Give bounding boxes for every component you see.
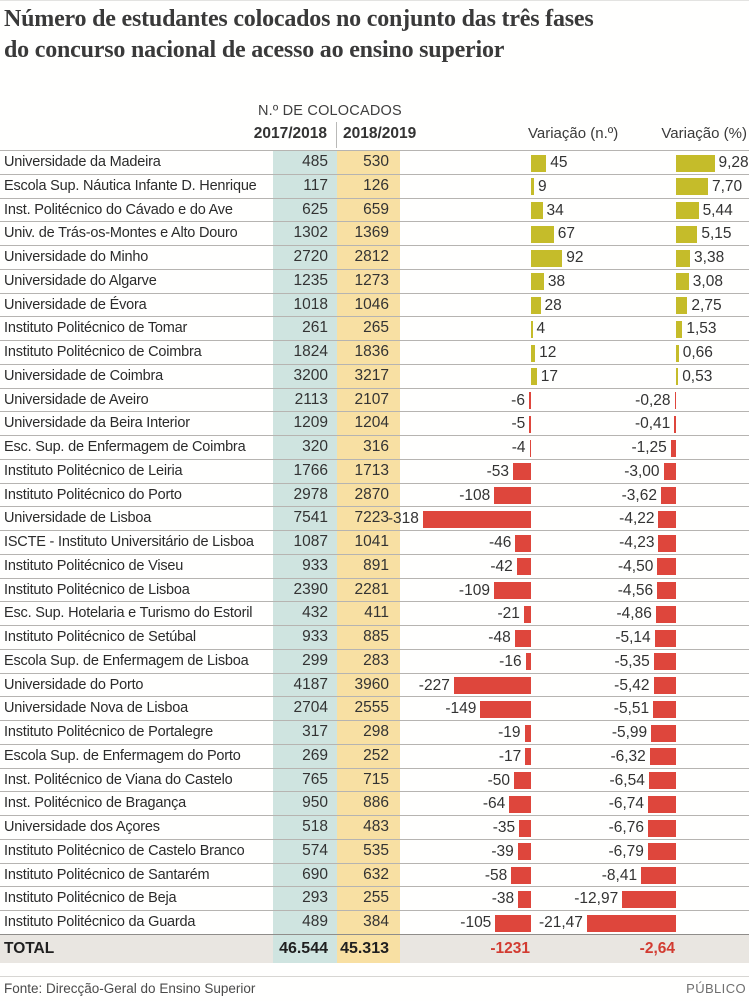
- variation-value-label: 34: [546, 201, 564, 219]
- column-header-2017-2018: 2017/2018: [253, 125, 327, 142]
- variation-value-label: 9,28: [718, 154, 749, 171]
- value-2017-2018: 1235: [293, 271, 328, 289]
- institution-name: Inst. Politécnico do Cávado e do Ave: [4, 201, 233, 218]
- value-2018-2019: 298: [363, 723, 389, 740]
- variation-value-label: 5,44: [702, 201, 733, 219]
- value-2018-2019: 659: [363, 200, 389, 218]
- variation-bar-negative: [675, 392, 677, 409]
- variation-bar-positive: [531, 273, 544, 290]
- value-2018-2019: 715: [363, 770, 389, 788]
- variation-value-label: -21,47: [538, 914, 583, 931]
- total-variation-n: -1231: [490, 939, 530, 957]
- variation-value-label: -39: [491, 842, 514, 860]
- table-row: [0, 506, 749, 530]
- variation-value-label: -38: [491, 890, 515, 908]
- variation-bar-negative: [658, 535, 676, 552]
- table-row: [0, 388, 749, 412]
- value-2018-2019: 126: [363, 176, 389, 194]
- value-2017-2018: 518: [302, 818, 328, 835]
- variation-bar-negative: [587, 915, 676, 932]
- variation-bar-negative: [518, 843, 531, 860]
- value-2017-2018: 765: [302, 770, 328, 788]
- variation-bar-negative: [518, 891, 531, 908]
- variation-value-label: 3,38: [694, 249, 725, 266]
- variation-bar-negative: [658, 511, 676, 528]
- value-2018-2019: 1204: [354, 414, 389, 432]
- variation-value-label: -8,41: [601, 866, 638, 884]
- institution-name: Instituto Politécnico de Lisboa: [4, 581, 190, 598]
- value-2017-2018: 2390: [293, 580, 328, 598]
- value-2018-2019: 2281: [354, 580, 389, 598]
- variation-bar-negative: [622, 891, 676, 908]
- variation-value-label: -64: [482, 795, 506, 813]
- variation-bar-positive: [531, 297, 541, 314]
- variation-value-label: -0,28: [635, 391, 671, 409]
- variation-value-label: -6,32: [610, 747, 646, 765]
- institution-name: Escola Sup. Náutica Infante D. Henrique: [4, 177, 257, 194]
- value-2017-2018: 293: [302, 889, 328, 907]
- value-2017-2018: 1209: [293, 414, 328, 432]
- variation-value-label: -5,42: [614, 676, 650, 694]
- variation-bar-negative: [648, 820, 676, 837]
- institution-name: Inst. Politécnico de Viana do Castelo: [4, 771, 233, 788]
- institution-name: Universidade de Coimbra: [4, 367, 164, 384]
- variation-bar-positive: [531, 368, 537, 385]
- variation-value-label: 5,15: [701, 225, 732, 243]
- value-2018-2019: 1713: [354, 461, 389, 479]
- value-2018-2019: 252: [363, 746, 389, 764]
- value-2017-2018: 261: [302, 319, 328, 337]
- variation-bar-positive: [676, 250, 690, 267]
- institution-name: Universidade do Algarve: [4, 272, 157, 289]
- table-row: [0, 459, 749, 483]
- variation-bar-negative: [530, 440, 532, 457]
- table-row: [0, 293, 749, 317]
- table-row: [0, 768, 749, 792]
- table-row: [0, 245, 749, 269]
- table-row: [0, 174, 749, 198]
- institution-name: Instituto Politécnico de Leiria: [4, 462, 183, 479]
- variation-bar-negative: [454, 677, 531, 694]
- variation-value-label: 45: [550, 154, 568, 171]
- variation-value-label: -19: [498, 724, 521, 741]
- variation-bar-negative: [509, 796, 531, 813]
- variation-value-label: -4,56: [617, 581, 654, 599]
- value-2017-2018: 625: [302, 200, 328, 218]
- value-2017-2018: 317: [302, 723, 328, 740]
- variation-value-label: -108: [459, 486, 491, 504]
- table-row: [0, 673, 749, 697]
- value-2018-2019: 411: [364, 604, 389, 622]
- variation-value-label: 2,75: [691, 296, 722, 314]
- value-2018-2019: 3960: [354, 675, 389, 693]
- variation-bar-positive: [531, 226, 554, 243]
- variation-value-label: -48: [488, 629, 511, 646]
- variation-bar-negative: [641, 867, 676, 884]
- table-row: [0, 839, 749, 863]
- variation-bar-negative: [513, 463, 531, 480]
- source-note: Fonte: Direcção-Geral do Ensino Superior: [4, 981, 256, 996]
- variation-value-label: -4,86: [616, 605, 652, 623]
- variation-value-label: -1,25: [631, 439, 667, 456]
- table-row: [0, 910, 749, 934]
- institution-name: Instituto Politécnico de Viseu: [4, 557, 184, 574]
- value-2018-2019: 2870: [354, 485, 389, 503]
- publisher-logo: PÚBLICO: [686, 981, 746, 996]
- institution-name: Univ. de Trás-os-Montes e Alto Douro: [4, 225, 238, 242]
- variation-bar-negative: [656, 606, 676, 623]
- institution-name: Universidade de Évora: [4, 296, 147, 313]
- variation-value-label: -4,23: [619, 534, 655, 551]
- institution-name: Instituto Politécnico da Guarda: [4, 914, 196, 930]
- value-2018-2019: 283: [363, 651, 389, 669]
- table-row: [0, 150, 749, 174]
- variation-bar-negative: [525, 725, 531, 742]
- table-row: [0, 221, 749, 245]
- variation-value-label: -3,00: [624, 462, 660, 480]
- table-row: [0, 625, 749, 649]
- variation-bar-negative: [650, 748, 676, 765]
- variation-bar-positive: [676, 345, 679, 362]
- value-2018-2019: 530: [363, 153, 389, 170]
- value-2017-2018: 933: [302, 556, 328, 574]
- variation-bar-positive: [676, 202, 699, 219]
- variation-bar-negative: [661, 487, 676, 504]
- variation-value-label: -227: [418, 676, 450, 694]
- variation-bar-negative: [515, 535, 531, 552]
- variation-bar-positive: [531, 202, 543, 219]
- value-2017-2018: 574: [302, 841, 328, 859]
- variation-value-label: 0,66: [682, 344, 713, 361]
- variation-bar-negative: [671, 440, 676, 457]
- institution-name: Instituto Politécnico de Beja: [4, 890, 177, 907]
- variation-bar-negative: [515, 630, 531, 647]
- table-row: [0, 435, 749, 459]
- variation-value-label: -6,74: [608, 795, 645, 813]
- value-2018-2019: 1836: [354, 343, 389, 360]
- variation-bar-negative: [524, 606, 531, 623]
- variation-bar-negative: [648, 843, 676, 860]
- variation-bar-positive: [676, 321, 682, 338]
- value-2017-2018: 489: [302, 913, 328, 930]
- total-label: TOTAL: [4, 939, 55, 957]
- total-value-2018-2019: 45.313: [340, 939, 389, 957]
- variation-value-label: -149: [445, 700, 477, 718]
- variation-bar-negative: [648, 796, 676, 813]
- variation-value-label: -318: [387, 510, 419, 528]
- variation-value-label: 4: [536, 320, 546, 338]
- variation-bar-positive: [531, 155, 546, 172]
- variation-value-label: -4,22: [619, 510, 655, 528]
- variation-bar-negative: [514, 772, 531, 789]
- value-2018-2019: 7223: [354, 509, 389, 527]
- variation-value-label: -3,62: [621, 486, 657, 504]
- value-2018-2019: 1369: [354, 224, 389, 242]
- chart-title-line2: do concurso nacional de acesso ao ensino superior: [4, 37, 505, 63]
- variation-value-label: -6,76: [608, 819, 644, 836]
- value-2018-2019: 1273: [354, 271, 389, 289]
- institution-name: Instituto Politécnico de Portalegre: [4, 724, 214, 740]
- table-row: [0, 530, 749, 554]
- variation-value-label: -5: [511, 415, 526, 433]
- header-divider: [336, 122, 337, 148]
- variation-bar-negative: [529, 416, 531, 433]
- institution-name: Instituto Politécnico de Castelo Branco: [4, 842, 245, 859]
- total-row: [0, 934, 749, 963]
- value-2018-2019: 255: [363, 889, 389, 907]
- variation-value-label: -4: [511, 439, 526, 456]
- variation-bar-positive: [676, 368, 678, 385]
- institution-name: Esc. Sup. Hotelaria e Turismo do Estoril: [4, 605, 253, 622]
- value-2017-2018: 299: [302, 651, 328, 669]
- table-rows: [0, 150, 749, 934]
- variation-value-label: -5,14: [615, 629, 651, 646]
- variation-value-label: -12,97: [574, 890, 619, 908]
- value-2017-2018: 1018: [293, 295, 328, 313]
- column-header-variation-n: Variação (n.º): [528, 125, 619, 142]
- variation-value-label: -50: [487, 771, 510, 789]
- variation-bar-positive: [676, 178, 708, 195]
- value-2017-2018: 1766: [293, 461, 328, 479]
- variation-value-label: 17: [540, 367, 559, 385]
- table-row: [0, 269, 749, 293]
- variation-value-label: 28: [544, 296, 562, 314]
- value-2017-2018: 2720: [293, 248, 328, 265]
- institution-name: Universidade de Lisboa: [4, 510, 152, 527]
- variation-value-label: 12: [539, 344, 557, 361]
- variation-bar-positive: [531, 345, 535, 362]
- institution-name: Esc. Sup. de Enfermagem de Coimbra: [4, 439, 246, 455]
- table-row: [0, 601, 749, 625]
- variation-bar-positive: [531, 178, 534, 195]
- table-row: [0, 316, 749, 340]
- table-row: [0, 483, 749, 507]
- variation-bar-negative: [525, 748, 531, 765]
- column-header-2018-2019: 2018/2019: [343, 125, 417, 142]
- data-table: [0, 150, 749, 963]
- institution-name: Universidade da Madeira: [4, 154, 161, 170]
- table-row: [0, 554, 749, 578]
- variation-bar-positive: [676, 297, 687, 314]
- variation-value-label: -35: [492, 819, 516, 836]
- variation-value-label: -105: [460, 914, 492, 931]
- variation-bar-negative: [649, 772, 676, 789]
- value-2017-2018: 690: [302, 865, 328, 883]
- institution-name: Universidade da Beira Interior: [4, 415, 190, 432]
- value-2018-2019: 1046: [354, 295, 389, 313]
- column-group-header: N.º DE COLOCADOS: [258, 103, 402, 119]
- footer-divider: [0, 976, 749, 977]
- table-row: [0, 649, 749, 673]
- variation-bar-negative: [511, 867, 531, 884]
- variation-bar-negative: [529, 392, 531, 409]
- institution-name: Instituto Politécnico do Porto: [4, 486, 182, 503]
- variation-bar-negative: [495, 915, 531, 932]
- value-2018-2019: 891: [363, 556, 389, 574]
- value-2017-2018: 432: [302, 604, 328, 622]
- value-2017-2018: 269: [302, 746, 328, 764]
- institution-name: Escola Sup. de Enfermagem do Porto: [4, 747, 241, 764]
- table-row: [0, 364, 749, 388]
- value-2017-2018: 485: [302, 153, 328, 170]
- value-2018-2019: 1041: [354, 533, 389, 550]
- institution-name: Instituto Politécnico de Tomar: [4, 320, 188, 337]
- total-variation-pct: -2,64: [639, 939, 675, 957]
- variation-value-label: -0,41: [634, 415, 671, 433]
- variation-bar-negative: [494, 582, 531, 599]
- value-2017-2018: 117: [303, 176, 328, 194]
- variation-bar-negative: [653, 701, 676, 718]
- variation-value-label: -58: [484, 866, 508, 884]
- variation-bar-negative: [664, 463, 676, 480]
- variation-bar-positive: [531, 321, 533, 338]
- table-row: [0, 578, 749, 602]
- table-row: [0, 886, 749, 910]
- variation-bar-negative: [517, 558, 531, 575]
- table-row: [0, 720, 749, 744]
- value-2017-2018: 1302: [293, 224, 328, 242]
- institution-name: ISCTE - Instituto Universitário de Lisboa: [4, 534, 254, 550]
- institution-name: Universidade do Porto: [4, 676, 144, 693]
- institution-name: Instituto Politécnico de Santarém: [4, 866, 210, 883]
- value-2018-2019: 885: [363, 628, 389, 645]
- table-row: [0, 411, 749, 435]
- value-2017-2018: 3200: [293, 366, 328, 384]
- table-row: [0, 744, 749, 768]
- variation-value-label: -4,50: [617, 557, 654, 575]
- variation-bar-negative: [494, 487, 531, 504]
- variation-value-label: -16: [499, 652, 522, 670]
- value-2017-2018: 4187: [293, 675, 328, 693]
- value-2018-2019: 535: [363, 841, 389, 859]
- variation-value-label: -5,99: [611, 724, 648, 741]
- table-row: [0, 863, 749, 887]
- value-2018-2019: 3217: [354, 366, 389, 384]
- chart-title: [4, 4, 594, 66]
- variation-value-label: -109: [458, 581, 490, 599]
- value-2018-2019: 2107: [354, 390, 389, 408]
- variation-bar-negative: [655, 630, 676, 647]
- institution-name: Escola Sup. de Enfermagem de Lisboa: [4, 652, 249, 669]
- value-2018-2019: 886: [363, 794, 389, 812]
- value-2018-2019: 483: [363, 818, 389, 835]
- variation-value-label: 67: [557, 225, 576, 243]
- column-header-variation-pct: Variação (%): [661, 125, 747, 142]
- value-2018-2019: 2555: [354, 699, 389, 717]
- variation-value-label: -5,35: [614, 652, 650, 670]
- variation-bar-negative: [423, 511, 531, 528]
- variation-bar-negative: [526, 653, 531, 670]
- value-2017-2018: 1087: [293, 533, 328, 550]
- variation-value-label: -6,79: [608, 842, 644, 860]
- variation-value-label: 3,08: [692, 272, 723, 290]
- table-row: [0, 696, 749, 720]
- variation-value-label: -42: [490, 557, 513, 575]
- value-2017-2018: 2113: [294, 390, 328, 408]
- value-2017-2018: 2978: [293, 485, 328, 503]
- institution-name: Universidade do Minho: [4, 249, 149, 265]
- variation-bar-negative: [480, 701, 531, 718]
- value-2017-2018: 950: [302, 794, 328, 812]
- table-row: [0, 198, 749, 222]
- variation-value-label: -6,54: [609, 771, 645, 789]
- institution-name: Instituto Politécnico de Setúbal: [4, 629, 196, 645]
- variation-value-label: 0,53: [682, 367, 713, 385]
- value-2018-2019: 384: [363, 913, 389, 930]
- total-value-2017-2018: 46.544: [279, 939, 328, 957]
- variation-value-label: 1,53: [686, 320, 717, 338]
- variation-bar-negative: [657, 582, 676, 599]
- variation-value-label: -21: [497, 605, 520, 623]
- value-2017-2018: 1824: [293, 343, 328, 360]
- institution-name: Universidade de Aveiro: [4, 391, 149, 408]
- value-2017-2018: 933: [302, 628, 328, 645]
- variation-bar-negative: [657, 558, 676, 575]
- variation-value-label: -53: [486, 462, 509, 480]
- variation-bar-negative: [654, 677, 676, 694]
- variation-bar-negative: [651, 725, 676, 742]
- variation-value-label: -46: [488, 534, 512, 551]
- variation-value-label: -6: [511, 391, 525, 409]
- variation-value-label: -5,51: [613, 700, 650, 718]
- institution-name: Instituto Politécnico de Coimbra: [4, 344, 202, 360]
- value-2018-2019: 265: [363, 319, 389, 337]
- value-2017-2018: 320: [302, 438, 328, 455]
- variation-bar-positive: [676, 155, 715, 172]
- institution-name: Inst. Politécnico de Bragança: [4, 795, 187, 812]
- value-2018-2019: 2812: [354, 248, 389, 265]
- variation-value-label: 7,70: [711, 177, 743, 195]
- value-2017-2018: 7541: [293, 509, 328, 527]
- variation-value-label: -17: [498, 747, 522, 765]
- table-row: [0, 791, 749, 815]
- variation-bar-positive: [531, 250, 562, 267]
- institution-name: Universidade dos Açores: [4, 819, 160, 835]
- variation-bar-positive: [676, 226, 697, 243]
- variation-bar-negative: [654, 653, 676, 670]
- chart-title-line1: Número de estudantes colocados no conjunto das três fases: [4, 6, 594, 32]
- variation-bar-negative: [519, 820, 531, 837]
- value-2018-2019: 316: [363, 438, 389, 455]
- variation-bar-negative: [674, 416, 676, 433]
- value-2018-2019: 632: [363, 865, 389, 883]
- variation-value-label: 9: [538, 177, 547, 195]
- table-row: [0, 815, 749, 839]
- value-2017-2018: 2704: [293, 699, 328, 717]
- institution-name: Universidade Nova de Lisboa: [4, 700, 189, 717]
- table-row: [0, 340, 749, 364]
- variation-value-label: 92: [566, 249, 584, 266]
- variation-bar-positive: [676, 273, 689, 290]
- variation-value-label: 38: [547, 272, 566, 290]
